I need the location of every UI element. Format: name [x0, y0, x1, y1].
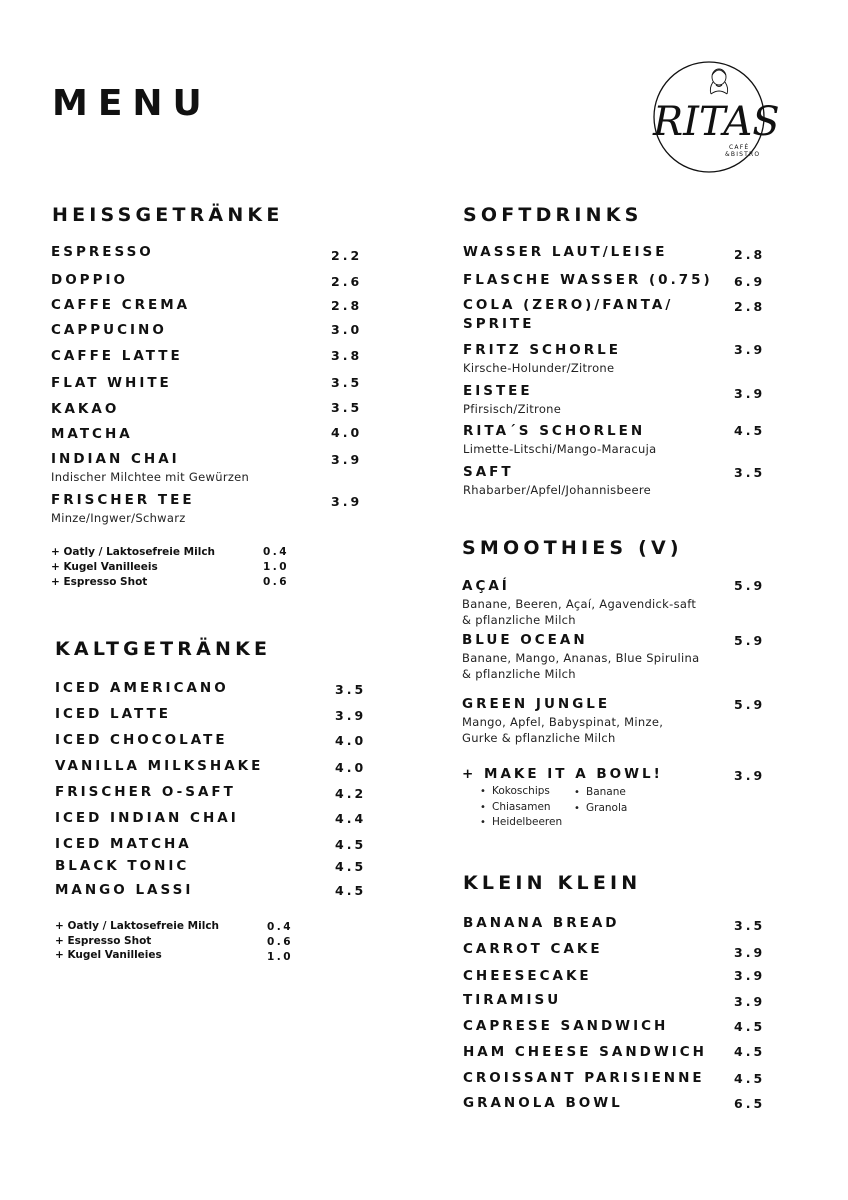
- bowl-toppings-list: • Kokoschips • Chiasamen • Heidelbeeren: [480, 784, 562, 831]
- price: 3.9: [335, 708, 367, 723]
- menu-item-cappucino: CAPPUCINO: [51, 322, 167, 338]
- menu-item-wasser: WASSER LAUT/LEISE: [463, 244, 668, 260]
- price: 3.9: [734, 994, 766, 1009]
- menu-item-croissant-parisienne: CROISSANT PARISIENNE: [463, 1070, 705, 1086]
- menu-item-eistee: EISTEE Pfirsisch/Zitrone: [463, 383, 562, 416]
- ritas-logo: [637, 60, 782, 173]
- menu-item-iced-chocolate: ICED CHOCOLATE: [55, 732, 228, 748]
- price: 5.9: [734, 697, 766, 712]
- menu-item-cola-fanta-sprite: COLA (ZERO)/FANTA/ SPRITE: [463, 297, 674, 332]
- addon-label: + Espresso Shot: [55, 935, 152, 947]
- menu-item-iced-matcha: ICED MATCHA: [55, 836, 192, 852]
- menu-item-black-tonic: BLACK TONIC: [55, 858, 190, 874]
- menu-item-flasche-wasser: FLASCHE WASSER (0.75): [463, 272, 713, 288]
- price: 4.0: [335, 760, 367, 775]
- addon-label: + Kugel Vanilleeis: [51, 561, 158, 573]
- section-title-klein-klein: KLEIN KLEIN: [463, 872, 642, 894]
- menu-item-tiramisu: TIRAMISU: [463, 992, 562, 1008]
- price: 6.9: [734, 274, 766, 289]
- menu-item-caffe-latte: CAFFE LATTE: [51, 348, 183, 364]
- menu-item-iced-latte: ICED LATTE: [55, 706, 172, 722]
- menu-item-green-jungle: GREEN JUNGLE Mango, Apfel, Babyspinat, Minze, Gurke & pflanzliche Milch: [462, 696, 664, 745]
- addon-label: + Oatly / Laktosefreie Milch: [51, 546, 216, 558]
- price: 4.5: [734, 1044, 766, 1059]
- price: 5.9: [734, 578, 766, 593]
- price: 3.8: [331, 348, 363, 363]
- menu-item-matcha: MATCHA: [51, 426, 133, 442]
- price: 3.5: [335, 682, 367, 697]
- menu-item-indian-chai: INDIAN CHAI Indischer Milchtee mit Gewürzen: [51, 451, 250, 484]
- addon-label: + Espresso Shot: [51, 576, 148, 588]
- menu-item-espresso: ESPRESSO: [51, 244, 154, 260]
- menu-item-mango-lassi: MANGO LASSI: [55, 882, 194, 898]
- price: 4.5: [734, 423, 766, 438]
- price: 4.5: [335, 837, 367, 852]
- price: 4.4: [335, 811, 367, 826]
- menu-item-caffe-crema: CAFFE CREMA: [51, 297, 191, 313]
- price: 3.9: [734, 342, 766, 357]
- menu-item-ham-cheese-sandwich: HAM CHEESE SANDWICH: [463, 1044, 707, 1060]
- section-title-smoothies: SMOOTHIES (V): [462, 537, 683, 559]
- price: 3.9: [734, 945, 766, 960]
- menu-item-granola-bowl: GRANOLA BOWL: [463, 1095, 623, 1111]
- menu-item-ritas-schorlen: RITA´S SCHORLEN Limette-Litschi/Mango-Maracuja: [463, 423, 657, 456]
- logo-wordmark: RITAS: [653, 99, 780, 145]
- addon-price: 1.0: [263, 561, 290, 573]
- price: 4.5: [335, 883, 367, 898]
- price: 2.2: [331, 248, 363, 263]
- price: 4.5: [734, 1019, 766, 1034]
- price: 3.9: [331, 494, 363, 509]
- svg-text:CAFÉ: CAFÉ: [729, 144, 750, 151]
- menu-item-kakao: KAKAO: [51, 401, 120, 417]
- section-title-heissgetraenke: HEISSGETRÄNKE: [52, 204, 284, 226]
- menu-item-vanilla-milkshake: VANILLA MILKSHAKE: [55, 758, 264, 774]
- price: 4.5: [335, 859, 367, 874]
- menu-item-carrot-cake: CARROT CAKE: [463, 941, 603, 957]
- addon-label: + Oatly / Laktosefreie Milch: [55, 920, 220, 932]
- addon-price: 0.4: [267, 921, 294, 933]
- price: 3.5: [734, 465, 766, 480]
- menu-item-flat-white: FLAT WHITE: [51, 375, 172, 391]
- menu-item-banana-bread: BANANA BREAD: [463, 915, 620, 931]
- menu-item-saft: SAFT Rhabarber/Apfel/Johannisbeere: [463, 464, 651, 497]
- addon-label: + Kugel Vanilleies: [55, 949, 162, 961]
- price: 2.6: [331, 274, 363, 289]
- price: 3.9: [734, 386, 766, 401]
- price: 2.8: [734, 299, 766, 314]
- page-title: MENU: [52, 83, 212, 124]
- menu-item-frischer-tee: FRISCHER TEE Minze/Ingwer/Schwarz: [51, 492, 195, 525]
- menu-item-caprese-sandwich: CAPRESE SANDWICH: [463, 1018, 669, 1034]
- price: 6.5: [734, 1096, 766, 1111]
- menu-item-acai: AÇAÍ Banane, Beeren, Açaí, Agavendick-saft & pflanzliche Milch: [462, 578, 697, 627]
- price: 4.0: [331, 425, 363, 440]
- price: 2.8: [331, 298, 363, 313]
- menu-item-iced-indian-chai: ICED INDIAN CHAI: [55, 810, 239, 826]
- price: 3.5: [331, 375, 363, 390]
- price: 3.5: [734, 918, 766, 933]
- price: 3.5: [331, 400, 363, 415]
- section-title-softdrinks: SOFTDRINKS: [463, 204, 643, 226]
- section-title-kaltgetraenke: KALTGETRÄNKE: [55, 638, 272, 660]
- price: 3.0: [331, 322, 363, 337]
- addon-price: 0.4: [263, 546, 290, 558]
- price: 3.9: [331, 452, 363, 467]
- price: 5.9: [734, 633, 766, 648]
- bowl-toppings-list: • Banane • Granola: [574, 785, 627, 816]
- addon-price: 1.0: [267, 951, 294, 963]
- menu-item-make-it-a-bowl: + MAKE IT A BOWL!: [462, 766, 663, 782]
- price: 2.8: [734, 247, 766, 262]
- price: 4.2: [335, 786, 367, 801]
- addon-price: 0.6: [263, 576, 290, 588]
- price: 3.9: [734, 968, 766, 983]
- price: 3.9: [734, 768, 766, 783]
- menu-item-fritz-schorle: FRITZ SCHORLE Kirsche-Holunder/Zitrone: [463, 342, 621, 375]
- menu-item-blue-ocean: BLUE OCEAN Banane, Mango, Ananas, Blue Spirulina & pflanzliche Milch: [462, 632, 700, 681]
- price: 4.0: [335, 733, 367, 748]
- svg-text:&BISTRO: &BISTRO: [725, 151, 761, 158]
- menu-item-doppio: DOPPIO: [51, 272, 128, 288]
- woman-illustration-icon: [710, 69, 727, 94]
- menu-item-cheesecake: CHEESECAKE: [463, 968, 592, 984]
- menu-item-frischer-o-saft: FRISCHER O-SAFT: [55, 784, 236, 800]
- addon-price: 0.6: [267, 936, 294, 948]
- menu-item-iced-americano: ICED AMERICANO: [55, 680, 229, 696]
- price: 4.5: [734, 1071, 766, 1086]
